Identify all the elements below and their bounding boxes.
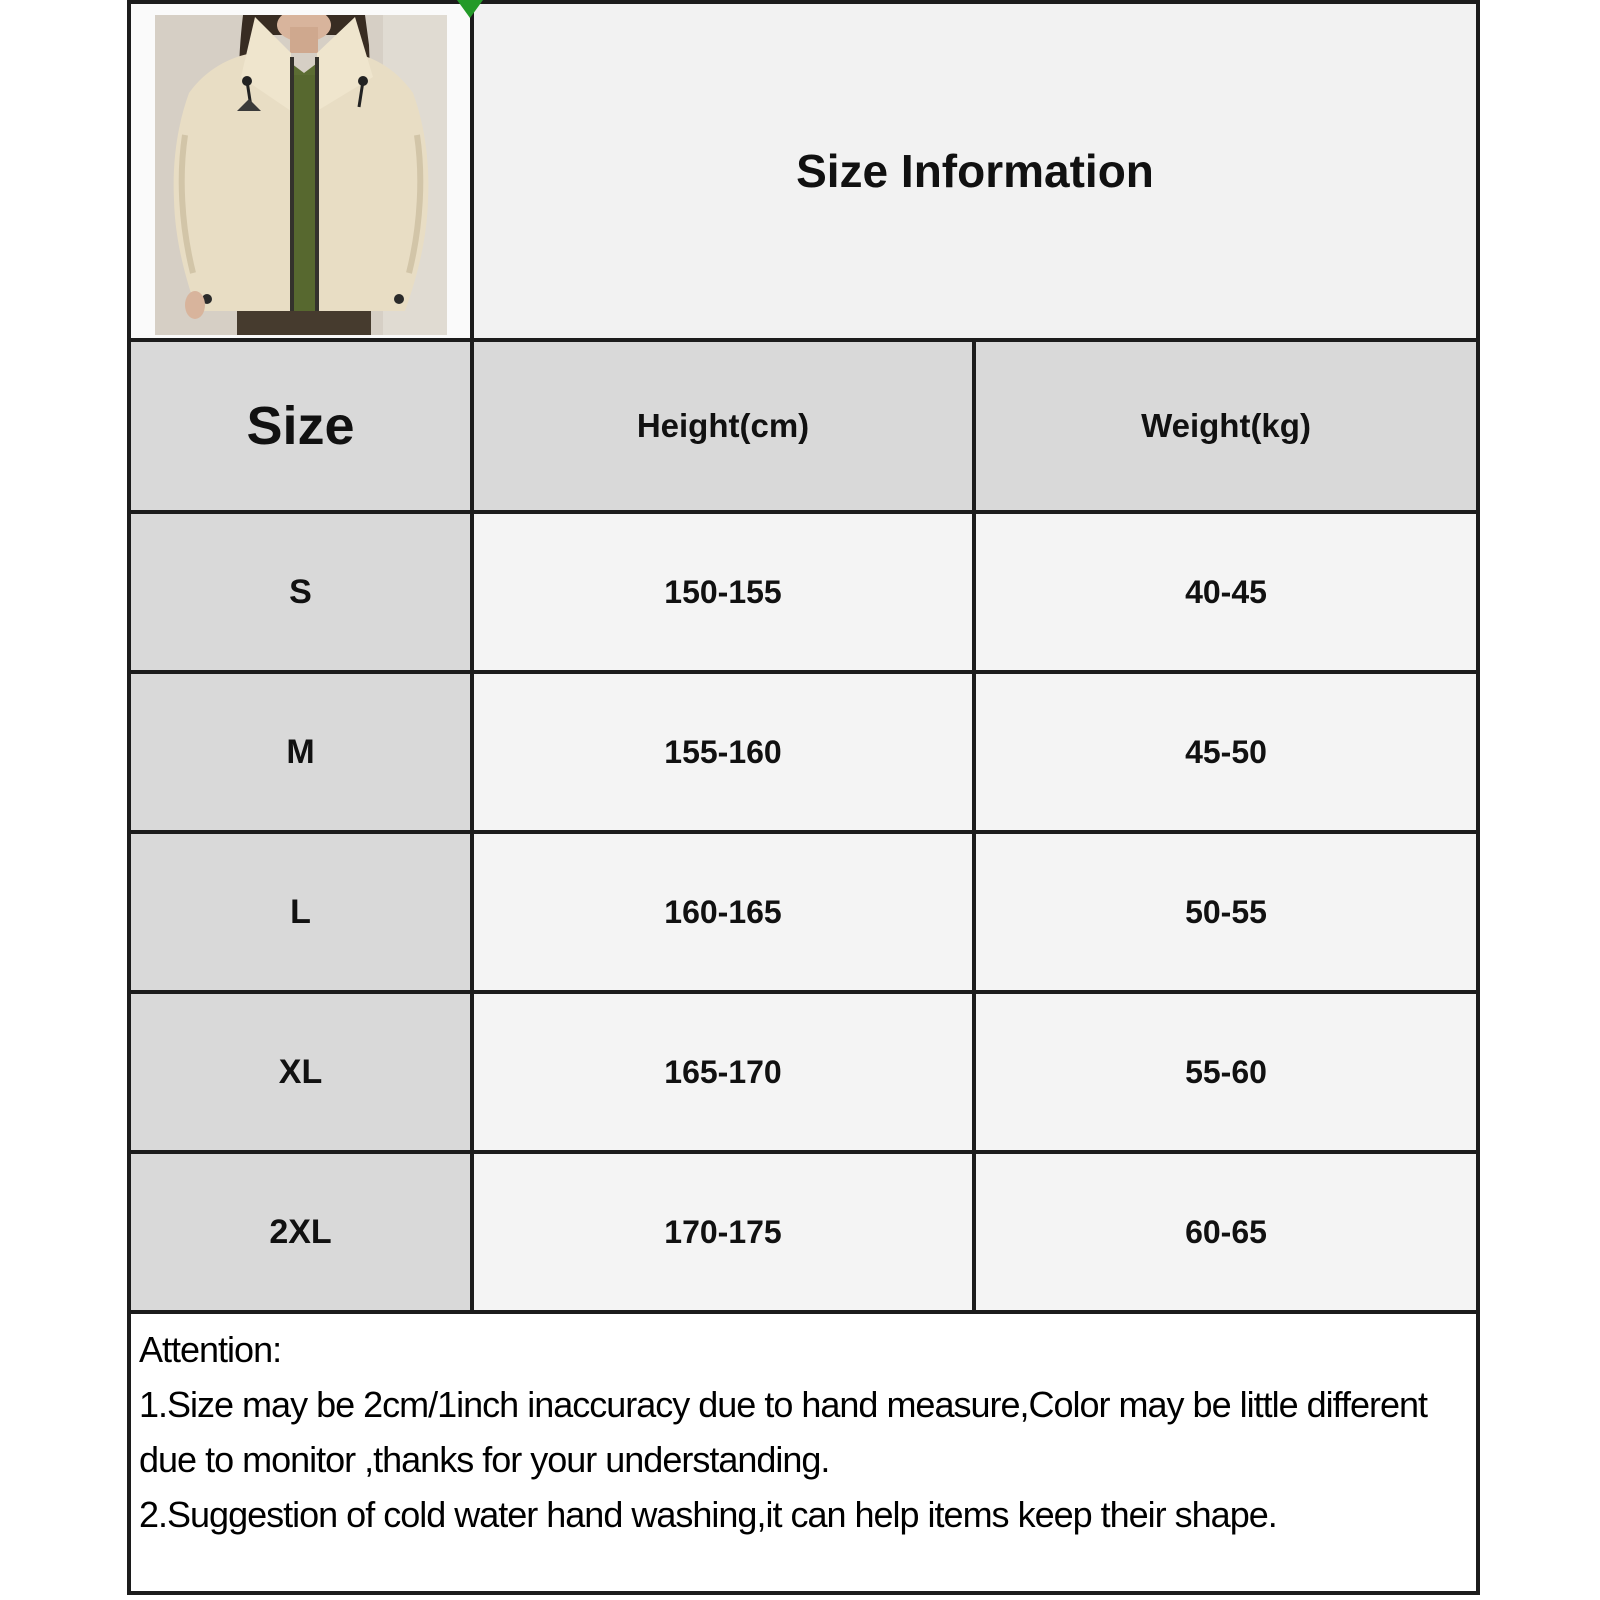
column-header-size: Size xyxy=(129,340,472,512)
product-photo-cell xyxy=(129,2,472,340)
size-label: M xyxy=(129,672,472,832)
table-row-l xyxy=(129,832,1478,992)
attention-note-1: 1.Size may be 2cm/1inch inaccuracy due to hand measure,Color may be little different due to monitor ,thanks for your understanding. xyxy=(139,1384,1428,1480)
attention-row xyxy=(129,1312,1478,1593)
weight-value: 50-55 xyxy=(974,832,1478,992)
height-value: 165-170 xyxy=(472,992,974,1152)
size-label: XL xyxy=(129,992,472,1152)
height-value: 150-155 xyxy=(472,512,974,672)
column-header-height: Height(cm) xyxy=(472,340,974,512)
height-value: 160-165 xyxy=(472,832,974,992)
product-photo xyxy=(155,15,447,335)
height-value: 155-160 xyxy=(472,672,974,832)
table-row-top xyxy=(129,2,1478,340)
attention-heading: Attention: xyxy=(139,1329,282,1370)
size-label: S xyxy=(129,512,472,672)
size-chart-sheet xyxy=(127,0,1476,1595)
green-corner-flag-icon xyxy=(457,0,483,18)
size-label: L xyxy=(129,832,472,992)
weight-value: 55-60 xyxy=(974,992,1478,1152)
table-row-m xyxy=(129,672,1478,832)
page-title: Size Information xyxy=(472,2,1478,340)
size-table xyxy=(127,0,1480,1595)
attention-cell xyxy=(129,1312,1478,1593)
table-header-row xyxy=(129,340,1478,512)
weight-value: 40-45 xyxy=(974,512,1478,672)
column-header-weight: Weight(kg) xyxy=(974,340,1478,512)
size-label: 2XL xyxy=(129,1152,472,1312)
table-row-s xyxy=(129,512,1478,672)
height-value: 170-175 xyxy=(472,1152,974,1312)
attention-note-2: 2.Suggestion of cold water hand washing,it can help items keep their shape. xyxy=(139,1494,1277,1535)
weight-value: 45-50 xyxy=(974,672,1478,832)
table-row-xl xyxy=(129,992,1478,1152)
weight-value: 60-65 xyxy=(974,1152,1478,1312)
table-row-2xl xyxy=(129,1152,1478,1312)
